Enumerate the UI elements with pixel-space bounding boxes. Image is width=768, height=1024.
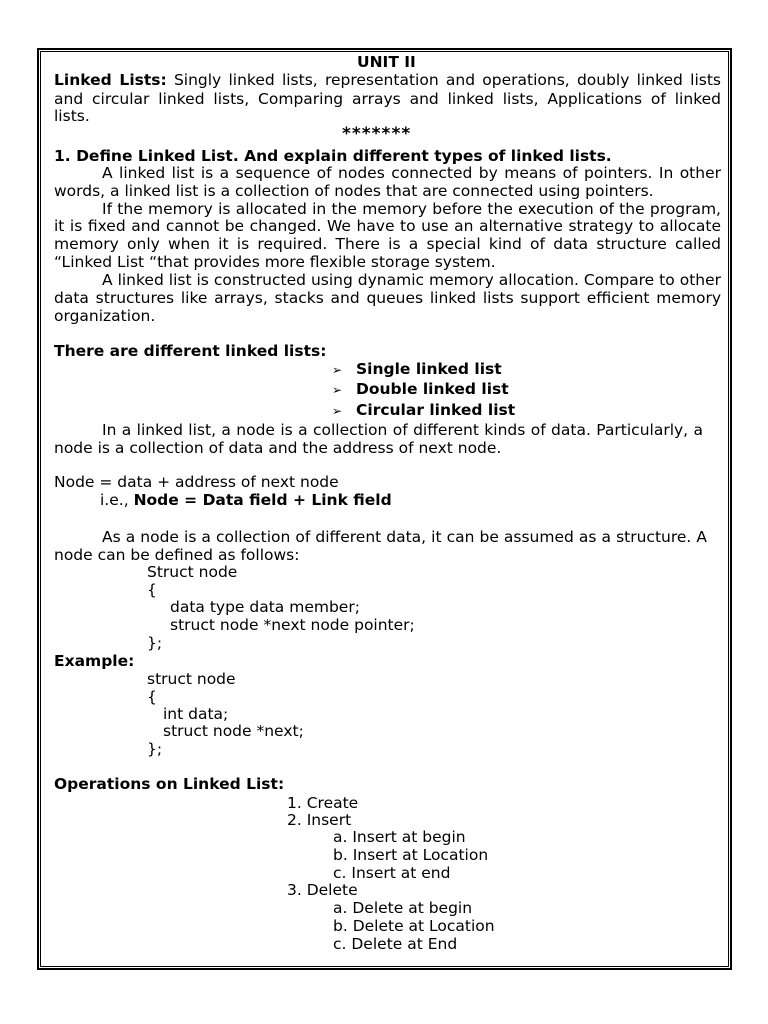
- node-ie-line: [100, 491, 392, 509]
- example-code-line: int data;: [163, 705, 229, 723]
- para4-line-1: In a linked list, a node is a collection of different kinds of data. Particularly, a: [102, 421, 703, 439]
- type-item-double: [332, 380, 509, 399]
- operations-heading: Operations on Linked List:: [54, 775, 285, 793]
- type-item-single: [332, 360, 502, 379]
- arrow-bullet-icon: ➢: [332, 363, 343, 377]
- para1-line-1: A linked list is a sequence of nodes connected by means of pointers. In other: [102, 164, 721, 182]
- syllabus-line-1: [54, 71, 721, 89]
- para2-line-2: it is fixed and cannot be changed. We have to use an alternative strategy to allocate: [54, 217, 721, 235]
- para2-line-4: “Linked List “that provides more flexible storage system.: [54, 253, 496, 271]
- struct-line: struct node *next node pointer;: [170, 616, 415, 634]
- para1-line-2: words, a linked list is a collection of nodes that are connected using pointers.: [54, 182, 654, 200]
- node-formula: Node = data + address of next node: [54, 473, 339, 491]
- para3-line-2: data structures like arrays, stacks and queues linked lists support efficient memory: [54, 289, 721, 307]
- para4-line-2: node is a collection of data and the address of next node.: [54, 439, 502, 457]
- question-heading: 1. Define Linked List. And explain different types of linked lists.: [54, 147, 612, 165]
- example-code-line: };: [147, 740, 163, 758]
- type-label: Circular linked list: [356, 401, 516, 419]
- struct-line: data type data member;: [170, 598, 360, 616]
- para3-line-3: organization.: [54, 307, 156, 325]
- operation-item: 2. Insert: [287, 811, 352, 829]
- arrow-bullet-icon: ➢: [332, 404, 343, 418]
- types-heading: There are different linked lists:: [54, 342, 327, 360]
- para5-line-2: node can be defined as follows:: [54, 546, 300, 564]
- operation-subitem: b. Delete at Location: [333, 917, 495, 935]
- operation-subitem: b. Insert at Location: [333, 846, 489, 864]
- syllabus-label: Linked Lists:: [54, 71, 167, 89]
- operation-subitem: a. Insert at begin: [333, 828, 466, 846]
- example-code-line: struct node: [147, 670, 236, 688]
- para2-line-1: If the memory is allocated in the memory before the execution of the program,: [102, 200, 721, 218]
- syllabus-text-1: Singly linked lists, representation and operations, doubly linked lists: [173, 71, 721, 89]
- operation-item: 1. Create: [287, 794, 359, 812]
- struct-line: Struct node: [147, 563, 238, 581]
- type-label: Double linked list: [356, 380, 509, 398]
- operation-subitem: c. Delete at End: [333, 935, 458, 953]
- operation-item: 3. Delete: [287, 881, 358, 899]
- type-label: Single linked list: [356, 360, 502, 378]
- operation-subitem: c. Insert at end: [333, 864, 451, 882]
- struct-line: };: [147, 634, 163, 652]
- type-item-circular: [332, 401, 515, 420]
- para2-line-3: memory only when it is required. There is a special kind of data structure called: [54, 235, 721, 253]
- operation-subitem: a. Delete at begin: [333, 899, 473, 917]
- example-code-line: struct node *next;: [163, 722, 304, 740]
- ie-prefix: i.e.,: [100, 491, 129, 509]
- para3-line-1: A linked list is constructed using dynamic memory allocation. Compare to other: [102, 271, 721, 289]
- unit-title: UNIT II: [357, 53, 416, 71]
- example-label: Example:: [54, 652, 135, 670]
- struct-line: {: [147, 581, 157, 599]
- para5-line-1: As a node is a collection of different data, it can be assumed as a structure. A: [102, 528, 707, 546]
- separator: *******: [342, 124, 412, 144]
- syllabus-line-3: lists.: [54, 107, 90, 125]
- example-code-line: {: [147, 688, 157, 706]
- ie-formula: Node = Data field + Link field: [133, 491, 392, 509]
- syllabus-line-2: and circular linked lists, Comparing arrays and linked lists, Applications of linked: [54, 90, 721, 108]
- arrow-bullet-icon: ➢: [332, 383, 343, 397]
